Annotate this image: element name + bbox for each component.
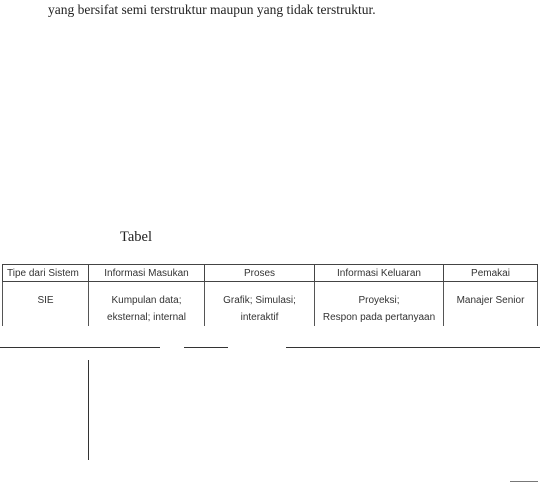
header-informasi-keluaran: Informasi Keluaran	[315, 265, 444, 282]
table-caption: Tabel	[120, 229, 152, 245]
cell-tipe-text: SIE	[37, 295, 54, 306]
cell-masukan-line2: eksternal; internal	[107, 312, 186, 323]
header-tipe-sistem: Tipe dari Sistem	[3, 265, 89, 282]
cell-keluaran	[315, 292, 444, 326]
cell-keluaran-line2: Respon pada pertanyaan	[322, 312, 436, 323]
header-informasi-masukan: Informasi Masukan	[89, 265, 205, 282]
cell-pemakai-text: Manajer Senior	[456, 295, 525, 306]
table-header-row	[3, 265, 538, 282]
bottom-rule-right	[286, 347, 540, 348]
corner-mark	[510, 481, 538, 482]
table-spacer-row	[3, 282, 538, 293]
cell-masukan	[89, 292, 205, 326]
table-row	[3, 292, 538, 326]
cell-masukan-line1: Kumpulan data;	[111, 295, 182, 306]
intro-paragraph: yang bersifat semi terstruktur maupun yang tidak terstruktur.	[48, 2, 376, 17]
header-proses: Proses	[205, 265, 315, 282]
cell-proses	[205, 292, 315, 326]
vertical-divider	[88, 360, 89, 460]
bottom-rule-middle	[184, 347, 228, 348]
cell-pemakai	[444, 292, 538, 326]
header-pemakai: Pemakai	[444, 265, 538, 282]
system-type-table	[2, 264, 538, 326]
cell-proses-line2: interaktif	[240, 312, 279, 323]
bottom-rule-left	[0, 347, 160, 348]
cell-proses-line1: Grafik; Simulasi;	[223, 295, 296, 306]
cell-tipe	[3, 292, 89, 326]
cell-keluaran-line1: Proyeksi;	[358, 295, 400, 306]
